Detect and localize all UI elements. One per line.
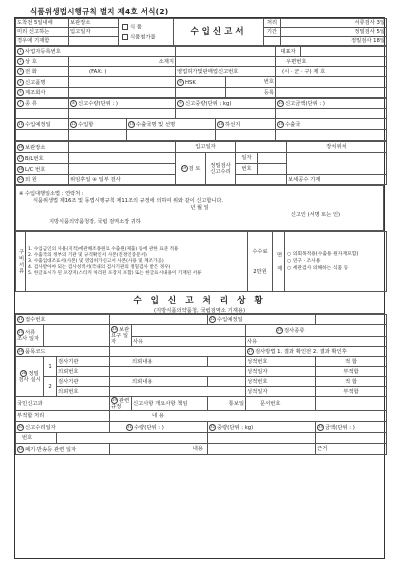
- circled-number-icon: 6: [177, 79, 184, 86]
- notice-no-label: 문서번호: [246, 397, 316, 411]
- lc-label: 18 L/C 번호: [16, 164, 69, 175]
- circled-number-icon: 1: [17, 48, 24, 55]
- bl-label: 17 B/L번호: [16, 153, 69, 164]
- circled-number-icon: 12: [71, 121, 76, 126]
- form-main-title: 수입신고서: [174, 19, 264, 46]
- import-declaration-form: [14, 17, 385, 559]
- result-date-label-1: 성적일자: [246, 367, 316, 377]
- circled-number-icon: 30: [18, 424, 23, 429]
- product-name-label: 4 신고품명: [16, 77, 69, 88]
- agent-line: ※ 수입대행일소법 : 연락처 :: [19, 190, 84, 197]
- header-note-3: 경우에 기재함: [16, 37, 69, 46]
- required-docs-table: [15, 231, 387, 292]
- processing-empty: [264, 37, 281, 46]
- addressee: 지방식품의약품청장, 국립 검역소장 귀하: [49, 218, 141, 225]
- bl-no-label: 13 수출국명 및 선명: [127, 119, 216, 130]
- checkbox-icon: [122, 34, 128, 40]
- qty-label: 8 신고수량(단위 : ): [69, 99, 176, 109]
- manufacturer-reg-field[interactable]: [276, 88, 387, 98]
- circled-number-icon: 16: [18, 144, 23, 149]
- food-option[interactable]: 식 품: [122, 24, 172, 31]
- circled-number-icon: 4: [17, 79, 24, 86]
- circled-number-icon: 22: [210, 317, 215, 321]
- circled-number-icon: 33: [318, 424, 323, 429]
- circled-number-icon: 28: [21, 371, 27, 375]
- circled-number-icon: 26: [18, 349, 23, 353]
- weight-2-field[interactable]: [208, 433, 316, 444]
- bl-no-field[interactable]: [127, 130, 216, 141]
- arrival-date-label: 입고일자: [69, 28, 119, 37]
- lab-content-label-1: 의뢰내용: [110, 357, 208, 367]
- fee-label: 수수료: [252, 248, 268, 255]
- required-doc-4: 4. 검사받아야 되는 검사성적서(국내의 검사기관의 정밀검사 받은 경우): [28, 264, 171, 270]
- exempt-list: [285, 232, 387, 292]
- location-label: 소재지: [69, 57, 176, 67]
- amount-field[interactable]: [276, 109, 387, 119]
- inspection-label: 19 검 토: [176, 153, 206, 185]
- circled-number-icon: 24: [112, 327, 117, 331]
- rules-label: 29 관련 규정: [110, 397, 132, 411]
- hs-code-field[interactable]: [110, 347, 246, 357]
- circled-number-icon: 11: [18, 121, 23, 126]
- storage-label: 16 보관장소: [16, 142, 69, 153]
- food-type-options: [119, 19, 174, 46]
- reg-no-label: 번호: [226, 77, 276, 88]
- exempt-item-3: ○ 세관검사 의해하는 식품 등: [287, 266, 349, 271]
- qty-2-label: 31 수량(단위 : ): [110, 422, 208, 433]
- lab-req-label-2: 의뢰번호: [57, 387, 110, 397]
- processing-field-check: 정밀검사 5일: [281, 28, 387, 37]
- pack-label: 통보일: [208, 397, 246, 411]
- amount-2-label: 33 금액(단위 : ): [316, 422, 387, 433]
- result-no-label-2: 성적번호: [246, 377, 316, 387]
- circled-number-icon: 13: [129, 121, 134, 126]
- date-label: 일자: [236, 153, 258, 164]
- circled-number-icon: 3: [17, 68, 24, 75]
- item-2-label: 2: [44, 377, 57, 397]
- receipt-date-label: 22 수입예정일: [208, 315, 316, 325]
- circled-number-icon: 25: [277, 328, 282, 332]
- fee-value: 2만원: [253, 268, 267, 275]
- unfit-label: 부적합 처리: [16, 411, 110, 422]
- lab-req-label-1: 의뢰번호: [57, 367, 110, 377]
- inspection-method: 27 검사방법 1. 결과 확인전 2. 결과 확인후: [246, 347, 387, 357]
- circled-number-icon: 9: [177, 100, 184, 107]
- region-label: (시 · 군 · 구) 제 호: [276, 67, 387, 77]
- amount-2-field[interactable]: [316, 433, 387, 444]
- import-date-label: 11 수입예정일: [16, 119, 69, 130]
- circled-number-icon: 2: [17, 58, 24, 65]
- review-date-field[interactable]: [44, 325, 110, 347]
- storage-location-field[interactable]: [287, 153, 387, 175]
- manufacturer-label: 5 제조회사: [16, 88, 69, 98]
- declaration-notice-table: [15, 185, 384, 231]
- sample-date-label: 24 보관 요구 일자: [110, 325, 132, 347]
- applicant-table: [15, 46, 387, 98]
- storage-table: [15, 141, 387, 185]
- declaration-statement: 식품위생법 제16조 및 동법시행규칙 제11조의 규정에 의하여 위와 같이 신고합니다.: [33, 197, 224, 204]
- lab-report-label: 정밀검사 신고수리: [206, 153, 236, 185]
- rep-name-field[interactable]: [301, 47, 387, 57]
- storage-location-label: 장치위치: [287, 142, 387, 153]
- circled-number-icon: 8: [70, 100, 77, 107]
- circled-number-icon: 32: [210, 424, 215, 429]
- origin-field: 위임후일 ④ 일부 검사: [69, 175, 176, 185]
- weight-field[interactable]: [176, 109, 276, 119]
- receipt-date-field[interactable]: [316, 315, 387, 325]
- form-reference-title: 식품위생법시행규칙 별지 제4호 서식(2): [30, 7, 169, 16]
- circled-number-icon: 27: [248, 349, 253, 353]
- result-bad-2[interactable]: 부적합: [316, 387, 387, 397]
- circled-number-icon: 23: [18, 330, 23, 334]
- tax-label: 국민신고과: [16, 397, 110, 411]
- checkbox-icon: [122, 24, 128, 30]
- date-field[interactable]: [258, 153, 287, 164]
- in-date-field[interactable]: [236, 142, 287, 153]
- fee-cell: [248, 232, 273, 292]
- lab-label-1: 검사기관: [57, 357, 110, 367]
- exempt-side-label: 면 제: [273, 232, 285, 292]
- declaration-date: 년 월 일: [190, 204, 209, 211]
- circled-number-icon: 5: [17, 89, 24, 96]
- processing-label-2: 기간: [264, 28, 281, 37]
- result-bad-1[interactable]: 부적합: [316, 367, 387, 377]
- seller-no-label: 번호: [236, 164, 258, 175]
- unload-field[interactable]: [276, 130, 387, 141]
- processing-lab-check: 정밀검사 18일: [281, 37, 387, 46]
- circled-number-icon: 17: [18, 155, 23, 160]
- amount-label: 10 신고금액(단위 : ): [276, 99, 387, 109]
- declarant-signature[interactable]: 신고인 (서명 또는 인): [290, 211, 340, 218]
- processing-status-subtitle: (지방식품의약품청, 국립검역소 기재용): [153, 308, 246, 314]
- circled-number-icon: 29: [112, 398, 117, 402]
- lab-content-label-2: 의뢰내용: [110, 377, 208, 387]
- form-header-table: [15, 18, 387, 46]
- unload-label: 15 수출국: [276, 119, 387, 130]
- rep-name-label: 대표자: [276, 47, 301, 57]
- lab-label-2: 검사기관: [57, 377, 110, 387]
- receipt-no-label: 21 접수번호: [16, 315, 110, 325]
- carrier-label: 14 하선지: [216, 119, 276, 130]
- bl-field[interactable]: [69, 153, 176, 164]
- business-permit-label: 영업허가및판매업신고번호: [176, 67, 276, 77]
- processing-label: 처리: [264, 19, 281, 28]
- no-label: 번호: [16, 433, 57, 444]
- hsk-label: 6 HSK: [176, 77, 226, 88]
- notice-no-field[interactable]: [316, 397, 387, 411]
- manufacturer-field[interactable]: [69, 88, 176, 98]
- stamp-label: 보세공수 기재: [287, 175, 387, 185]
- origin-label: 20 외 원: [16, 175, 69, 185]
- seller-no-field[interactable]: [258, 164, 287, 175]
- carrier-field[interactable]: [216, 130, 276, 141]
- in-date-label: 입고일자: [176, 142, 236, 153]
- required-docs-list: [26, 232, 248, 292]
- result-ok-1[interactable]: 적 합: [316, 357, 387, 367]
- return-date-label: 34 폐기·반송등 관련 일자: [16, 444, 110, 455]
- type-field[interactable]: [16, 109, 69, 119]
- fax-label: (FAX: ): [69, 67, 176, 77]
- circled-number-icon: 10: [278, 101, 283, 105]
- type-label: 7 종 류: [16, 99, 69, 109]
- postal-label: 우편번호: [276, 57, 387, 67]
- header-note-2: 미리 신고하는: [16, 28, 69, 37]
- rules-field: 신고사항 개요사항 책임: [132, 397, 208, 411]
- processing-status-header: [15, 292, 384, 314]
- processing-status-table: [15, 314, 387, 455]
- result-date-label-2: 성적일자: [246, 387, 316, 397]
- circled-number-icon: 20: [18, 177, 23, 181]
- arrival-port-label: 12 수입항: [69, 119, 127, 130]
- arrival-port-field[interactable]: [69, 130, 127, 141]
- declaration-notice: [16, 186, 384, 231]
- circled-number-icon: 14: [218, 121, 223, 126]
- review-date-label: 23 서류 조사 일자: [16, 325, 44, 347]
- precise-inspection-label: 28 정밀 검사 실시: [16, 357, 44, 397]
- required-doc-5: 5. 한글표시가 된 포장지(스티커 처리된 포장지 포함) 또는 한글표시내용이 기재된 서류: [28, 270, 202, 276]
- trade-name-label: 2 상 호: [16, 57, 69, 67]
- required-doc-1: 1. 수입금인의 사용(지적)에관해조종원료 수출원(제출) 등에 관한 표준 적용: [28, 246, 179, 252]
- circled-number-icon: 15: [278, 121, 283, 126]
- storage-place-label: 보관장소: [69, 19, 119, 28]
- no-field[interactable]: [57, 433, 208, 444]
- biz-reg-no-field[interactable]: [176, 47, 276, 57]
- circled-number-icon: 21: [18, 317, 23, 321]
- accepted-date-label: 30 신고수리일자: [16, 422, 110, 433]
- circled-number-icon: 31: [127, 424, 132, 429]
- storage-field[interactable]: [69, 142, 176, 153]
- hsk-field[interactable]: [276, 77, 387, 88]
- lc-field[interactable]: [69, 164, 176, 175]
- check-type-label: 25 검사종류: [246, 325, 387, 337]
- reason-label: 사유: [132, 337, 246, 347]
- result-no-label-1: 성적번호: [246, 357, 316, 367]
- import-date-field[interactable]: [16, 130, 69, 141]
- circled-number-icon: 18: [18, 166, 23, 171]
- processing-status-title: 수 입 신 고 처 리 상 황: [133, 296, 266, 306]
- additive-option[interactable]: 식품첨가물: [122, 34, 172, 41]
- weight-2-label: 32 중량(단위 : kg): [208, 422, 316, 433]
- exempt-item-1: ○ 의회목적용(수출용 원자재포함): [287, 252, 359, 257]
- weight-label: 9 신고중량(단위 : kg): [176, 99, 276, 109]
- required-doc-2: 2. 수출국의 정부의 기관 및 규격확인서 사본(진정인증문서): [28, 252, 147, 258]
- qty-field[interactable]: [69, 109, 176, 119]
- processing-doc-check: 서류검사 3일: [281, 19, 387, 28]
- circled-number-icon: 34: [18, 446, 23, 451]
- circled-number-icon: 19: [181, 166, 187, 170]
- result-ok-2[interactable]: 적 합: [316, 377, 387, 387]
- sample-date-field[interactable]: [132, 325, 246, 337]
- required-doc-3: 3. 수출입대조표서(사본) 및 영업허가신고서 사본(사용 및 계조가공): [28, 258, 164, 264]
- product-name-field[interactable]: [69, 77, 176, 88]
- return-content-label: 내용: [110, 444, 208, 455]
- receipt-no-field[interactable]: [110, 315, 208, 325]
- reg-label-2: 등록: [226, 88, 276, 98]
- biz-reg-no-label: 1 사업자등록번호: [16, 47, 176, 57]
- return-content-field[interactable]: [208, 444, 316, 455]
- location-field[interactable]: [176, 57, 276, 67]
- arrival-date-value[interactable]: [69, 37, 119, 46]
- required-docs-side-label: 구비서류: [16, 232, 26, 292]
- phone-label: 3 전 화: [16, 67, 69, 77]
- header-note-1: 도착전 5일내에: [16, 19, 69, 28]
- circled-number-icon: 7: [17, 100, 24, 107]
- hs-code-label: 26 품목코드: [16, 347, 110, 357]
- quantity-table: [15, 98, 387, 141]
- basis-label: 근거: [316, 444, 387, 455]
- item-1-label: 1: [44, 357, 57, 377]
- content-label: 내 용: [110, 411, 387, 422]
- exempt-item-2: ○ 연구 · 조사용: [287, 259, 321, 264]
- reason-field-2: 사유: [246, 337, 387, 347]
